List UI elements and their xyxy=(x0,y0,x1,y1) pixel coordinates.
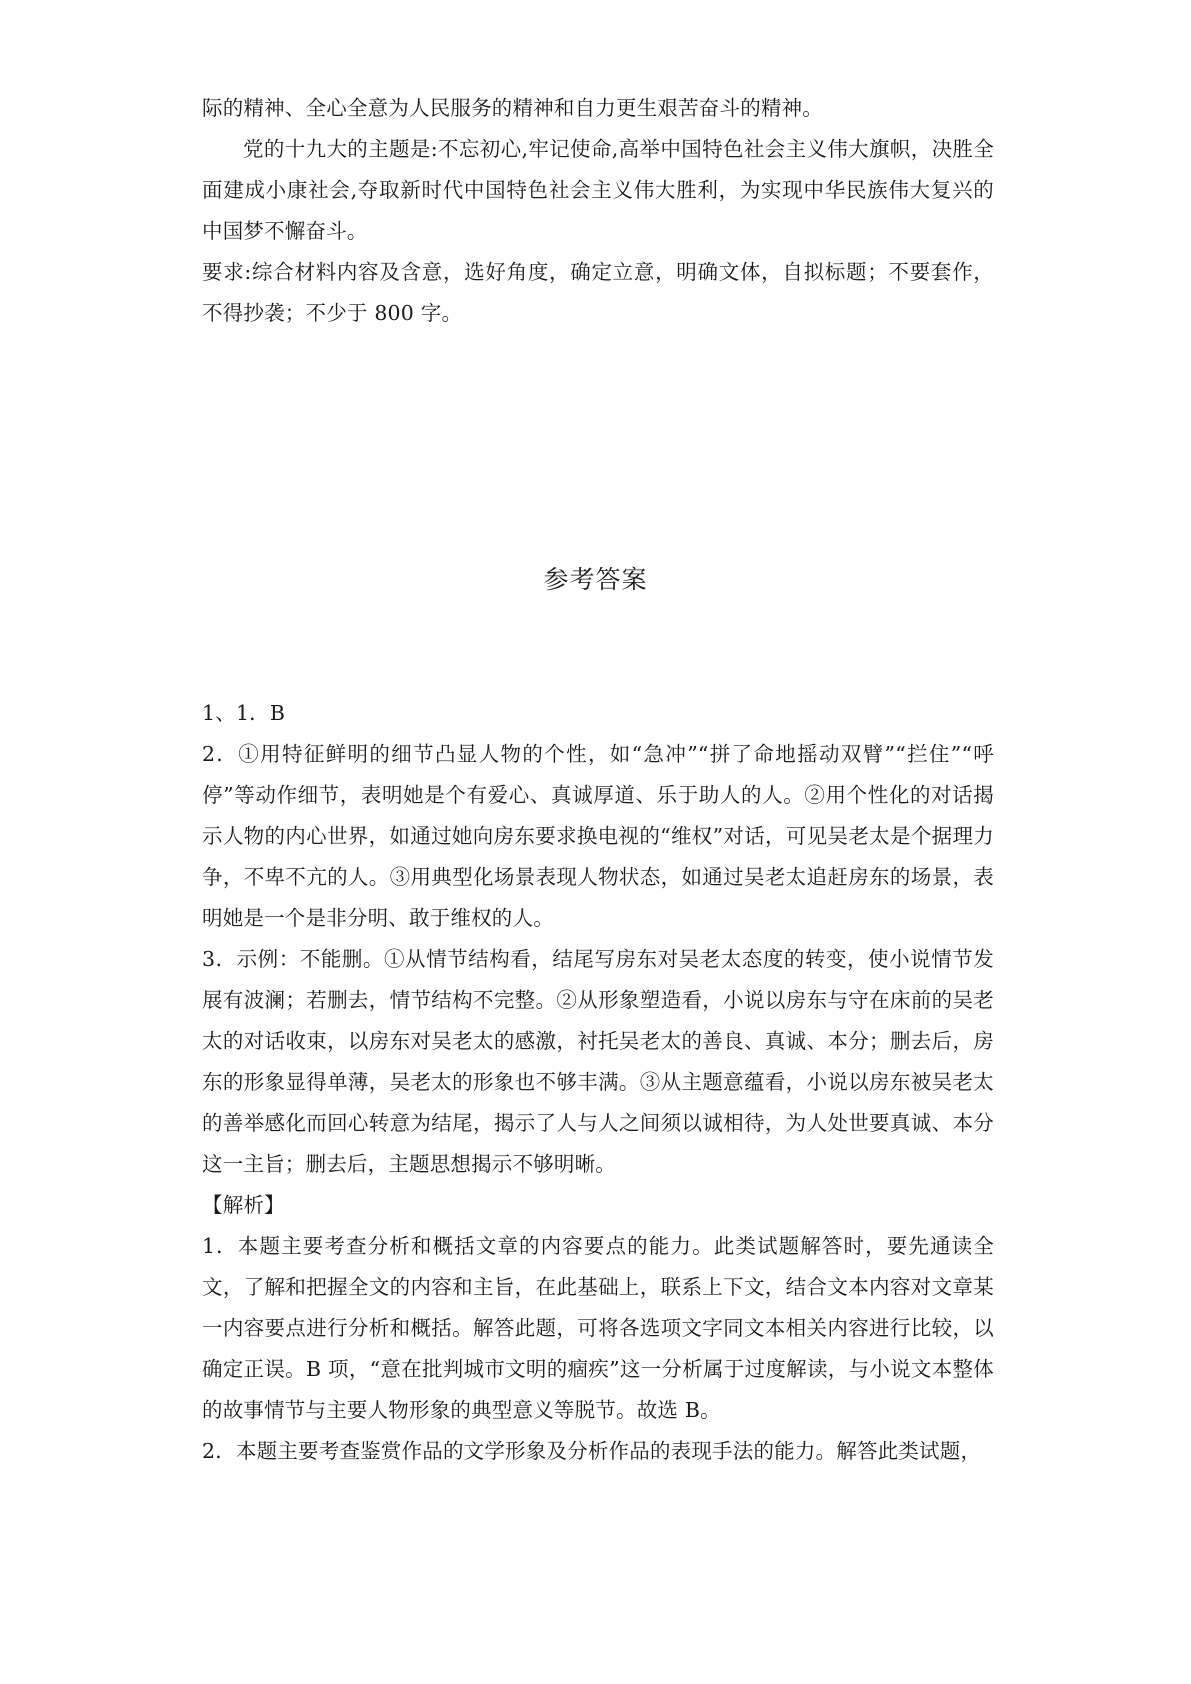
answer-3: 3．示例：不能删。①从情节结构看，结尾写房东对吴老太态度的转变，使小说情节发展有波澜；若删去，情节结构不完整。②从形象塑造看，小说以房东与守在床前的吴老太的对话收束，以房东对吴老太的感激，衬托吴老太的善良、真诚、本分；删去后，房东的形象显得单薄，吴老太的形象也不够丰满。③从主题意蕴看，小说以房东被吴老太的善举感化而回心转意为结尾，揭示了人与人之间须以诚相待，为人处世要真诚、本分这一主旨；删去后，主题思想揭示不够明晰。 xyxy=(202,947,994,1176)
answer-1: 1、1．B xyxy=(202,701,286,725)
answers-section xyxy=(202,693,994,1472)
essay-requirement: 要求:综合材料内容及含意，选好角度，确定立意，明确文体，自拟标题；不要套作，不得抄袭；不少于 800 字。 xyxy=(202,260,994,325)
analysis-2: 2．本题主要考查鉴赏作品的文学形象及分析作品的表现手法的能力。解答此类试题， xyxy=(202,1439,982,1463)
answer-section-title: 参考答案 xyxy=(543,565,648,594)
analysis-1: 1．本题主要考查分析和概括文章的内容要点的能力。此类试题解答时，要先通读全文，了解和把握全文的内容和主旨，在此基础上，联系上下文，结合文本内容对文章某一内容要点进行分析和概括。解答此题，可将各选项文字同文本相关内容进行比较，以确定正误。B 项，“意在批判城市文明的痼疾”这一分析属于过度解读，与小说文本整体的故事情节与主要人物形象的典型意义等脱节。故选 B。 xyxy=(202,1234,994,1422)
essay-prompt-section xyxy=(202,88,994,334)
essay-paragraph-1: 际的精神、全心全意为人民服务的精神和自力更生艰苦奋斗的精神。 xyxy=(202,96,823,120)
answer-2: 2．①用特征鲜明的细节凸显人物的个性，如“急冲”“拼了命地摇动双臂”“拦住”“呼停”等动作细节，表明她是个有爱心、真诚厚道、乐于助人的人。②用个性化的对话揭示人物的内心世界，如通过她向房东要求换电视的“维权”对话，可见吴老太是个据理力争，不卑不亢的人。③用典型化场景表现人物状态，如通过吴老太追赶房东的场景，表明她是一个是非分明、敢于维权的人。 xyxy=(202,742,994,930)
analysis-label: 【解析】 xyxy=(202,1193,285,1217)
essay-paragraph-theme: 党的十九大的主题是:不忘初心,牢记使命,高举中国特色社会主义伟大旗帜，决胜全面建成小康社会,夺取新时代中国特色社会主义伟大胜利，为实现中华民族伟大复兴的中国梦不懈奋斗。 xyxy=(202,137,994,243)
